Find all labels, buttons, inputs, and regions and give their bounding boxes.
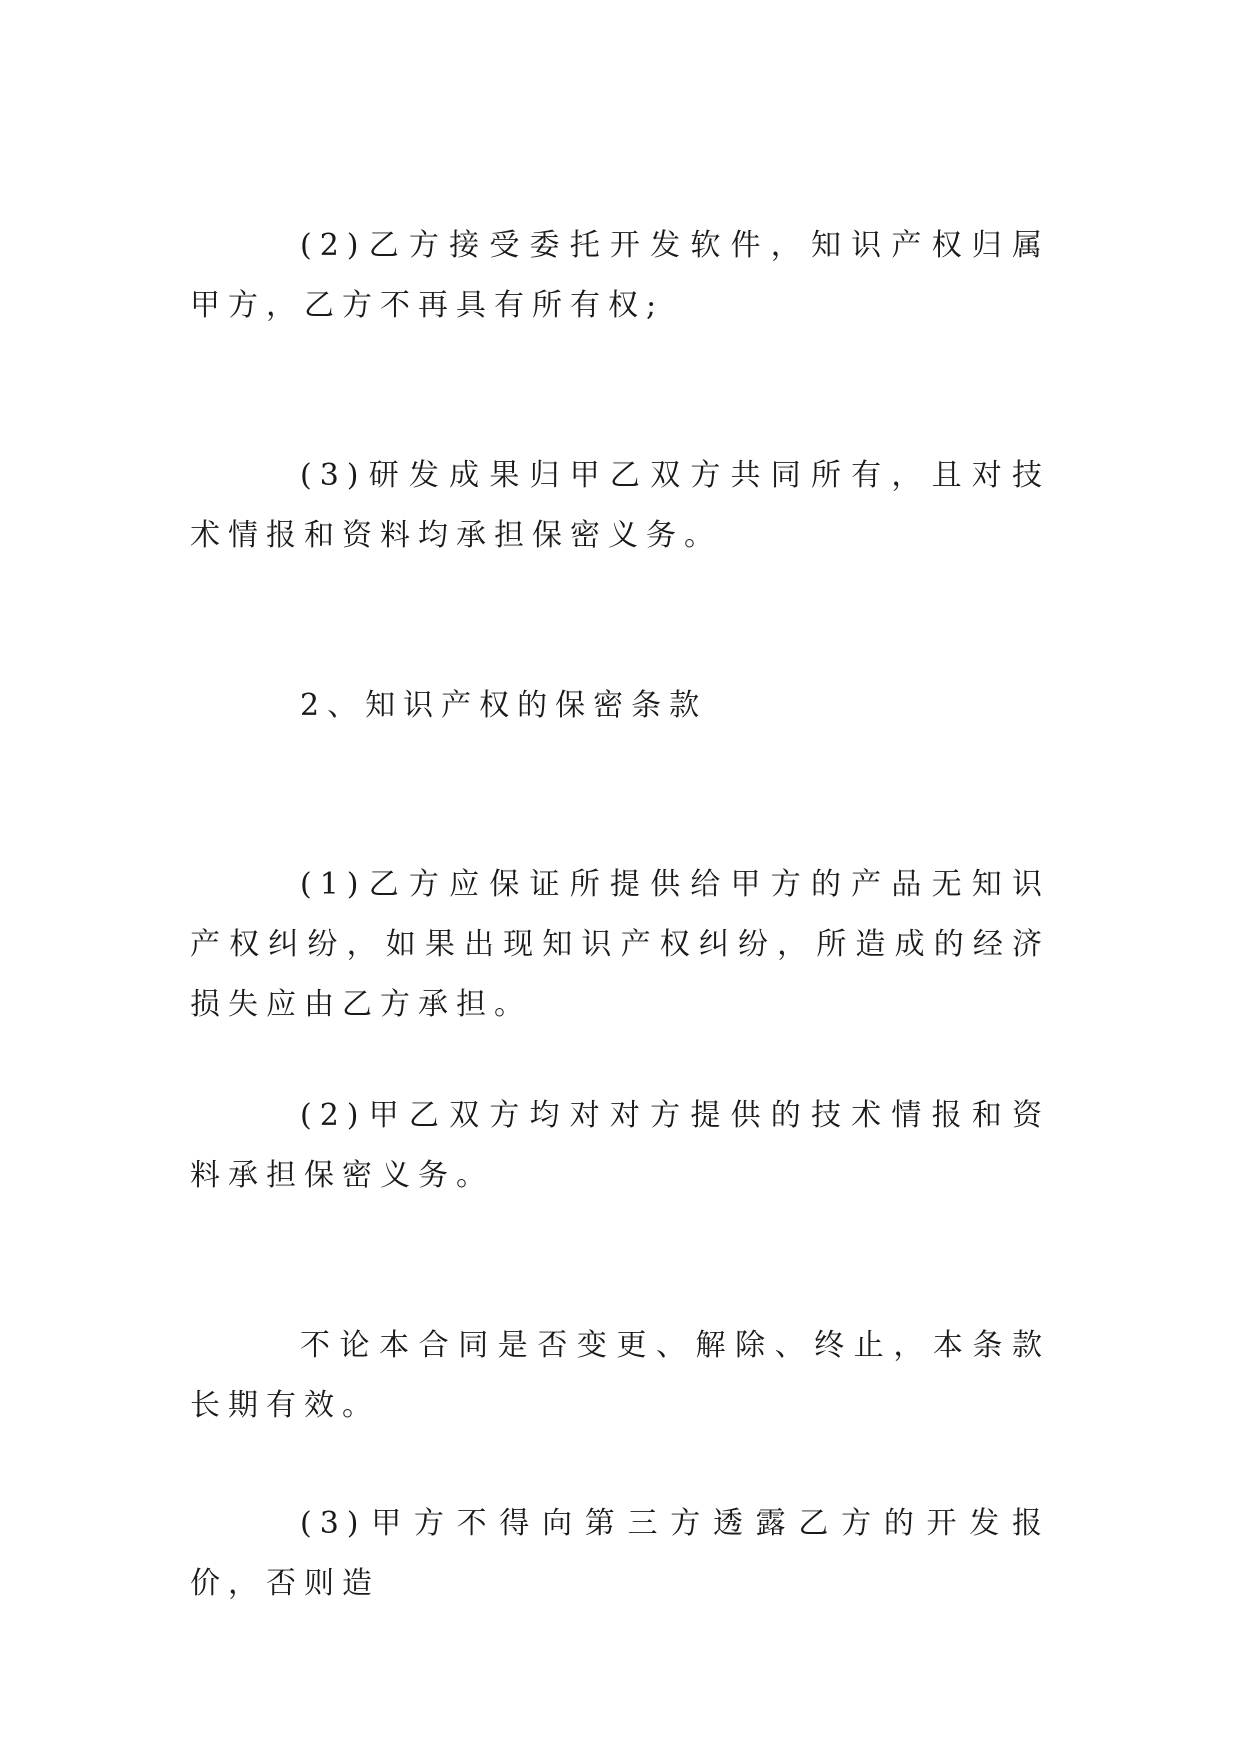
- paragraph-ownership-2: (2)乙方接受委托开发软件，知识产权归属甲方，乙方不再具有所有权;: [190, 228, 1050, 323]
- paragraph-confidentiality-2: (2)甲乙双方均对对方提供的技术情报和资料承担保密义务。: [190, 1098, 1050, 1193]
- section-heading-confidentiality: 2、知识产权的保密条款: [300, 688, 708, 723]
- paragraph-confidentiality-3: (3)甲方不得向第三方透露乙方的开发报价，否则造: [190, 1506, 1050, 1601]
- paragraph-ownership-3: (3)研发成果归甲乙双方共同所有，且对技术情报和资料均承担保密义务。: [190, 458, 1050, 553]
- paragraph-confidentiality-1: (1)乙方应保证所提供给甲方的产品无知识产权纠纷，如果出现知识产权纠纷，所造成的经济损失应由乙方承担。: [190, 867, 1050, 1022]
- paragraph-validity: 不论本合同是否变更、解除、终止，本条款长期有效。: [190, 1328, 1050, 1423]
